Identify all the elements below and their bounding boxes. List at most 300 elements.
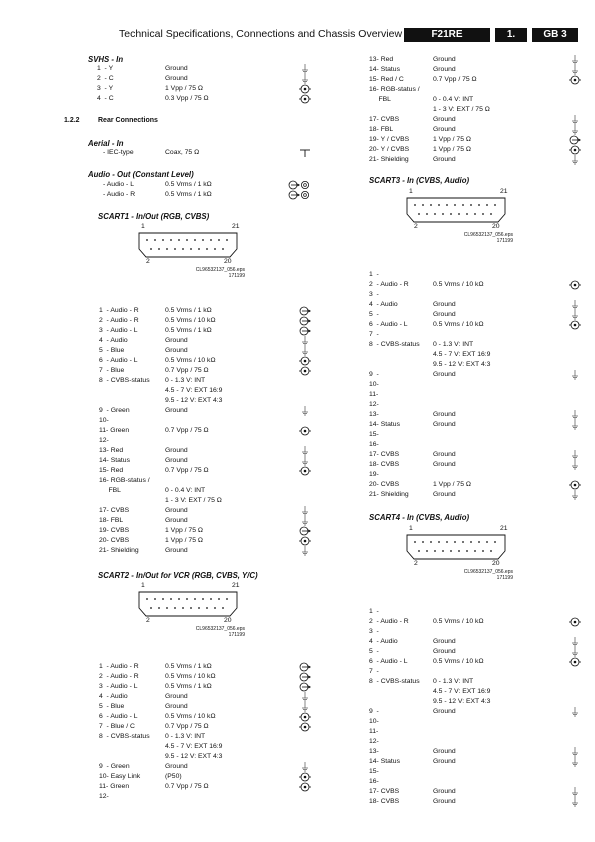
pin-row — [369, 360, 583, 370]
pin-row — [99, 782, 313, 792]
pin-label: 1 - Audio - R — [99, 663, 139, 670]
pin-label: 16- RGB-status / — [369, 86, 420, 93]
pin-value: 4.5 - 7 V: EXT 16:9 — [433, 351, 491, 358]
pin-row — [369, 280, 583, 290]
pin-row — [99, 506, 313, 516]
pin-row — [369, 607, 583, 617]
scart2-title: SCART2 - In/Out for VCR (RGB, CVBS, Y/C) — [98, 571, 258, 580]
pin-row — [369, 300, 583, 310]
pin-label: 19- CVBS — [99, 527, 130, 534]
figure-file-caption: CL96532137_056.eps — [195, 267, 245, 273]
pin-label: 5 - — [369, 648, 379, 655]
audio-out-title: Audio - Out (Constant Level) — [88, 170, 194, 179]
pin-label: 9 - Green — [99, 407, 130, 414]
pin-value: 0.5 Vrms / 10 kΩ — [433, 618, 484, 625]
pin-row — [97, 74, 313, 84]
pin-row — [369, 797, 583, 807]
output-icon — [569, 135, 581, 145]
audio-output-icon — [288, 190, 300, 200]
pin-row — [99, 662, 313, 672]
audio-output-icon — [288, 180, 300, 190]
pin-label: FBL — [99, 487, 121, 494]
pin-row — [99, 486, 313, 496]
pin-label: 9 - — [369, 371, 379, 378]
pin-value: Ground — [165, 457, 188, 464]
pin-value: Ground — [433, 421, 456, 428]
pin-label: 13- Red — [369, 56, 394, 63]
ground-icon — [569, 747, 581, 757]
pin-row — [99, 496, 313, 506]
pin-value: Ground — [165, 703, 188, 710]
pin-row — [369, 697, 583, 707]
pin-label: 4 - Audio — [99, 693, 128, 700]
pin-value: Ground — [433, 648, 456, 655]
ground-icon — [569, 65, 581, 75]
pin-row — [103, 180, 306, 190]
pin-label: 8 - CVBS-status — [369, 678, 420, 685]
pin-row — [99, 752, 313, 762]
pin-row — [369, 135, 583, 145]
pin-label: 2 - Audio - R — [369, 618, 409, 625]
page-header-title: Technical Specifications, Connections and Chassis Overview — [119, 28, 403, 40]
pin-row — [369, 380, 583, 390]
scart-connector-drawing — [406, 197, 506, 228]
pin-label: 17- CVBS — [369, 451, 400, 458]
ground-icon — [569, 787, 581, 797]
pin-label: 3 - — [369, 628, 379, 635]
connector-pin21-label: 21 — [232, 223, 240, 230]
connector-pin20-label: 20 — [224, 617, 232, 624]
pin-row — [97, 84, 313, 94]
pin-value: 0.5 Vrms / 1 kΩ — [165, 191, 212, 198]
pin-value: 0.3 Vpp / 75 Ω — [165, 95, 209, 102]
pin-value: Ground — [433, 156, 456, 163]
pin-row — [99, 672, 313, 682]
pin-label: 2 - Audio - R — [99, 317, 139, 324]
pin-value: Ground — [165, 347, 188, 354]
pin-label: 9 - — [369, 708, 379, 715]
pin-value: 9.5 - 12 V: EXT 4:3 — [433, 698, 491, 705]
output-icon — [299, 672, 311, 682]
input-output-icon — [299, 466, 311, 476]
pin-label: 10- — [99, 417, 109, 424]
pin-label: 6 - Audio - L — [369, 321, 408, 328]
pin-row — [369, 777, 583, 787]
pin-value: Ground — [433, 311, 456, 318]
pin-value: Ground — [165, 447, 188, 454]
connector-pin1-label: 1 — [409, 188, 413, 195]
connector-pin1-label: 1 — [141, 223, 145, 230]
pin-value: Ground — [433, 748, 456, 755]
pin-row — [99, 772, 313, 782]
input-output-icon — [569, 320, 581, 330]
pin-row — [369, 637, 583, 647]
pin-label: 4 - Audio — [369, 638, 398, 645]
pin-row — [99, 436, 313, 446]
pin-row — [369, 450, 583, 460]
pin-row — [99, 336, 313, 346]
figure-file-caption: CL96532137_056.eps — [463, 232, 513, 238]
pin-row — [369, 787, 583, 797]
pin-row — [99, 476, 313, 486]
pin-label: 12- — [99, 793, 109, 800]
pin-row — [369, 480, 583, 490]
pin-row — [369, 627, 583, 637]
pin-value: Ground — [433, 451, 456, 458]
connector-pin20-label: 20 — [492, 223, 500, 230]
pin-value: 0.7 Vpp / 75 Ω — [165, 367, 209, 374]
pin-value: 1 Vpp / 75 Ω — [165, 85, 203, 92]
pin-label: 16- — [369, 441, 379, 448]
pin-row — [99, 426, 313, 436]
output-icon — [299, 316, 311, 326]
connector-pin2-label: 2 — [414, 560, 418, 567]
pin-label: 11- — [369, 728, 379, 735]
pin-label: 4 - Audio — [99, 337, 128, 344]
ground-icon — [569, 757, 581, 767]
pin-value: 0.5 Vrms / 1 kΩ — [165, 307, 212, 314]
pin-row — [369, 350, 583, 360]
connector-pin20-label: 20 — [492, 560, 500, 567]
pin-label: 5 - — [369, 311, 379, 318]
ground-icon — [299, 406, 311, 416]
section-number: 1.2.2 — [64, 117, 80, 124]
pin-value: 0 - 0.4 V: INT — [433, 96, 474, 103]
pin-row — [99, 692, 313, 702]
connector-pin21-label: 21 — [500, 188, 508, 195]
pin-value: 1 Vpp / 75 Ω — [433, 481, 471, 488]
input-output-icon — [299, 366, 311, 376]
pin-row — [369, 460, 583, 470]
pin-row — [99, 416, 313, 426]
pin-row — [369, 687, 583, 697]
pin-row — [99, 526, 313, 536]
pin-value: Ground — [165, 763, 188, 770]
ground-icon — [569, 707, 581, 717]
pin-label: 12- — [369, 401, 379, 408]
scart3-title: SCART3 - In (CVBS, Audio) — [369, 176, 470, 185]
input-output-icon — [299, 94, 311, 104]
ground-icon — [569, 647, 581, 657]
pin-row — [99, 712, 313, 722]
ground-icon — [299, 762, 311, 772]
pin-value: Ground — [433, 638, 456, 645]
pin-label: 20- CVBS — [99, 537, 130, 544]
pin-value: 4.5 - 7 V: EXT 16:9 — [165, 743, 223, 750]
pin-row — [103, 190, 306, 200]
pin-label: 18- CVBS — [369, 798, 400, 805]
scart1-title: SCART1 - In/Out (RGB, CVBS) — [98, 212, 210, 221]
pin-value: Ground — [433, 56, 456, 63]
input-output-icon — [299, 426, 311, 436]
pin-row — [99, 546, 313, 556]
connector-pin1-label: 1 — [409, 525, 413, 532]
pin-row — [369, 75, 583, 85]
pin-row — [99, 386, 313, 396]
pin-value: Ground — [165, 337, 188, 344]
ground-icon — [569, 300, 581, 310]
pin-label: 11- Green — [99, 783, 130, 790]
pin-label: 16- RGB-status / — [99, 477, 150, 484]
pin-label: 1 - — [369, 608, 379, 615]
pin-value: 0.5 Vrms / 10 kΩ — [165, 357, 216, 364]
ground-icon — [569, 797, 581, 807]
pin-row — [99, 456, 313, 466]
pin-value: Ground — [165, 65, 188, 72]
pin-label: 17- CVBS — [369, 116, 400, 123]
pin-row — [369, 270, 583, 280]
pin-value: Ground — [165, 517, 188, 524]
section-badge: 1. — [495, 28, 527, 42]
connector-pin20-label: 20 — [224, 258, 232, 265]
pin-value: 0.5 Vrms / 1 kΩ — [165, 327, 212, 334]
pin-value: Ground — [433, 708, 456, 715]
input-output-icon — [569, 480, 581, 490]
pin-label: FBL — [369, 96, 391, 103]
pin-label: 15- — [369, 768, 379, 775]
pin-row — [99, 446, 313, 456]
input-output-icon — [299, 782, 311, 792]
pin-label: 6 - Audio - L — [369, 658, 408, 665]
pin-row — [369, 757, 583, 767]
pin-value: 0.5 Vrms / 10 kΩ — [433, 658, 484, 665]
pin-label: 1 - Audio - R — [99, 307, 139, 314]
pin-value: 0 - 1.3 V: INT — [165, 377, 206, 384]
pin-row — [369, 717, 583, 727]
model-badge: F21RE — [404, 28, 490, 42]
pin-label: 3 - Y — [97, 85, 114, 92]
pin-label: 15- — [369, 431, 379, 438]
pin-label: 2 - C — [97, 75, 114, 82]
pin-label: 3 - Audio - L — [99, 683, 138, 690]
pin-value: 0.5 Vrms / 1 kΩ — [165, 683, 212, 690]
pin-value: 9.5 - 12 V: EXT 4:3 — [165, 397, 223, 404]
connector-pin2-label: 2 — [414, 223, 418, 230]
connector-pin2-label: 2 — [146, 258, 150, 265]
pin-label: 20- CVBS — [369, 481, 400, 488]
pin-value: Coax, 75 Ω — [165, 149, 200, 156]
pin-label: 2 - Audio - R — [99, 673, 139, 680]
pin-label: 15- Red — [99, 467, 124, 474]
connector-pin21-label: 21 — [500, 525, 508, 532]
pin-label: 11- Green — [99, 427, 130, 434]
pin-row — [99, 396, 313, 406]
pin-value: Ground — [433, 788, 456, 795]
pin-row — [369, 767, 583, 777]
ground-icon — [569, 125, 581, 135]
pin-label: 13- — [369, 748, 379, 755]
pin-value: 1 - 3 V: EXT / 75 Ω — [165, 497, 222, 504]
pin-label: 2 - Audio - R — [369, 281, 409, 288]
figure-file-caption: CL96532137_056.eps — [463, 569, 513, 575]
pin-value: Ground — [165, 547, 188, 554]
pin-label: 6 - Audio - L — [99, 713, 138, 720]
pin-label: 5 - Blue — [99, 347, 125, 354]
pin-value: Ground — [433, 491, 456, 498]
pin-row — [369, 145, 583, 155]
pin-row — [369, 155, 583, 165]
pin-row — [99, 682, 313, 692]
pin-value: Ground — [433, 301, 456, 308]
ground-icon — [299, 64, 311, 74]
pin-row — [99, 732, 313, 742]
scart-connector-drawing — [138, 232, 238, 263]
pin-value: 0.5 Vrms / 10 kΩ — [433, 321, 484, 328]
pin-label: 12- — [369, 738, 379, 745]
pin-value: Ground — [165, 75, 188, 82]
pin-label: 17- CVBS — [369, 788, 400, 795]
scart4-title: SCART4 - In (CVBS, Audio) — [369, 513, 470, 522]
pin-label: 7 - Blue — [99, 367, 125, 374]
ground-icon — [299, 346, 311, 356]
pin-value: 0 - 1.3 V: INT — [165, 733, 206, 740]
input-output-icon — [299, 536, 311, 546]
ground-icon — [299, 456, 311, 466]
input-output-icon — [569, 617, 581, 627]
pin-label: - IEC-type — [103, 149, 134, 156]
pin-label: 5 - Blue — [99, 703, 125, 710]
figure-date-caption: 171199 — [228, 632, 245, 638]
pin-row — [103, 148, 313, 158]
pin-label: 8 - CVBS-status — [99, 377, 150, 384]
input-output-icon — [299, 772, 311, 782]
pin-row — [369, 95, 583, 105]
pin-value: Ground — [433, 116, 456, 123]
pin-row — [369, 290, 583, 300]
input-output-icon — [569, 75, 581, 85]
pin-label: 18- FBL — [99, 517, 124, 524]
pin-row — [369, 115, 583, 125]
connector-pin2-label: 2 — [146, 617, 150, 624]
pin-row — [97, 94, 313, 104]
pin-value: 0.7 Vpp / 75 Ω — [165, 723, 209, 730]
pin-value: 4.5 - 7 V: EXT 16:9 — [165, 387, 223, 394]
pin-row — [369, 677, 583, 687]
input-output-icon — [569, 280, 581, 290]
pin-value: 9.5 - 12 V: EXT 4:3 — [165, 753, 223, 760]
pin-label: - Audio - L — [103, 181, 134, 188]
svhs-in-title: SVHS - In — [88, 55, 124, 64]
ground-icon — [569, 410, 581, 420]
pin-value: 0.5 Vrms / 10 kΩ — [433, 281, 484, 288]
input-output-icon — [299, 722, 311, 732]
ground-icon — [299, 692, 311, 702]
input-output-icon — [569, 145, 581, 155]
pin-value: Ground — [433, 371, 456, 378]
pin-label: 14- Status — [369, 758, 400, 765]
output-icon — [299, 326, 311, 336]
pin-value: 0.7 Vpp / 75 Ω — [165, 783, 209, 790]
ground-icon — [569, 115, 581, 125]
aerial-in-title: Aerial - In — [88, 139, 124, 148]
pin-row — [99, 346, 313, 356]
pin-row — [369, 440, 583, 450]
pin-value: Ground — [165, 407, 188, 414]
pin-label: 13- — [369, 411, 379, 418]
pin-value: Ground — [433, 758, 456, 765]
pin-value: Ground — [433, 461, 456, 468]
pin-label: 10- Easy Link — [99, 773, 141, 780]
pin-row — [97, 64, 313, 74]
pin-row — [99, 742, 313, 752]
pin-value: 0 - 1.3 V: INT — [433, 678, 474, 685]
pin-value: 1 Vpp / 75 Ω — [433, 136, 471, 143]
pin-value: Ground — [433, 798, 456, 805]
pin-value: Ground — [433, 126, 456, 133]
pin-label: 14- Status — [369, 421, 400, 428]
pin-value: 0.7 Vpp / 75 Ω — [433, 76, 477, 83]
pin-row — [369, 310, 583, 320]
pin-value: Ground — [165, 507, 188, 514]
pin-label: 19- — [369, 471, 379, 478]
pin-row — [369, 430, 583, 440]
pin-label: 12- — [99, 437, 109, 444]
output-icon — [299, 526, 311, 536]
ground-icon — [569, 370, 581, 380]
pin-label: 21- Shielding — [369, 491, 409, 498]
pin-row — [99, 466, 313, 476]
ground-icon — [299, 702, 311, 712]
pin-label: 18- FBL — [369, 126, 394, 133]
pin-row — [369, 65, 583, 75]
input-output-icon — [299, 712, 311, 722]
figure-date-caption: 171199 — [496, 238, 513, 244]
pin-row — [369, 737, 583, 747]
pin-label: 21- Shielding — [99, 547, 139, 554]
pin-row — [99, 516, 313, 526]
pin-row — [369, 747, 583, 757]
output-icon — [299, 682, 311, 692]
pin-row — [99, 326, 313, 336]
pin-row — [99, 306, 313, 316]
pin-label: 8 - CVBS-status — [369, 341, 420, 348]
pin-value: 0.5 Vrms / 10 kΩ — [165, 713, 216, 720]
pin-label: 13- Red — [99, 447, 124, 454]
connector-pin1-label: 1 — [141, 582, 145, 589]
pin-row — [369, 330, 583, 340]
pin-label: 3 - — [369, 291, 379, 298]
pin-row — [99, 316, 313, 326]
pin-row — [369, 667, 583, 677]
output-icon — [299, 306, 311, 316]
pin-value: 4.5 - 7 V: EXT 16:9 — [433, 688, 491, 695]
ground-icon — [299, 516, 311, 526]
ground-icon — [569, 490, 581, 500]
input-output-icon — [569, 657, 581, 667]
pin-row — [99, 366, 313, 376]
pin-row — [99, 722, 313, 732]
pin-label: 1 - Y — [97, 65, 114, 72]
pin-label: 6 - Audio - L — [99, 357, 138, 364]
pin-value: 1 Vpp / 75 Ω — [433, 146, 471, 153]
pin-row — [369, 55, 583, 65]
pin-label: - Audio - R — [103, 191, 136, 198]
pin-label: 7 - — [369, 668, 379, 675]
input-output-icon — [299, 356, 311, 366]
pin-label: 19- Y / CVBS — [369, 136, 410, 143]
ground-icon — [299, 506, 311, 516]
pin-value: 1 - 3 V: EXT / 75 Ω — [433, 106, 490, 113]
pin-label: 16- — [369, 778, 379, 785]
ground-icon — [569, 55, 581, 65]
pin-row — [369, 105, 583, 115]
rear-connections-title: Rear Connections — [98, 117, 158, 124]
ground-icon — [299, 446, 311, 456]
pin-value: 0.5 Vrms / 1 kΩ — [165, 181, 212, 188]
pin-row — [369, 647, 583, 657]
pin-row — [369, 400, 583, 410]
pin-label: 21- Shielding — [369, 156, 409, 163]
